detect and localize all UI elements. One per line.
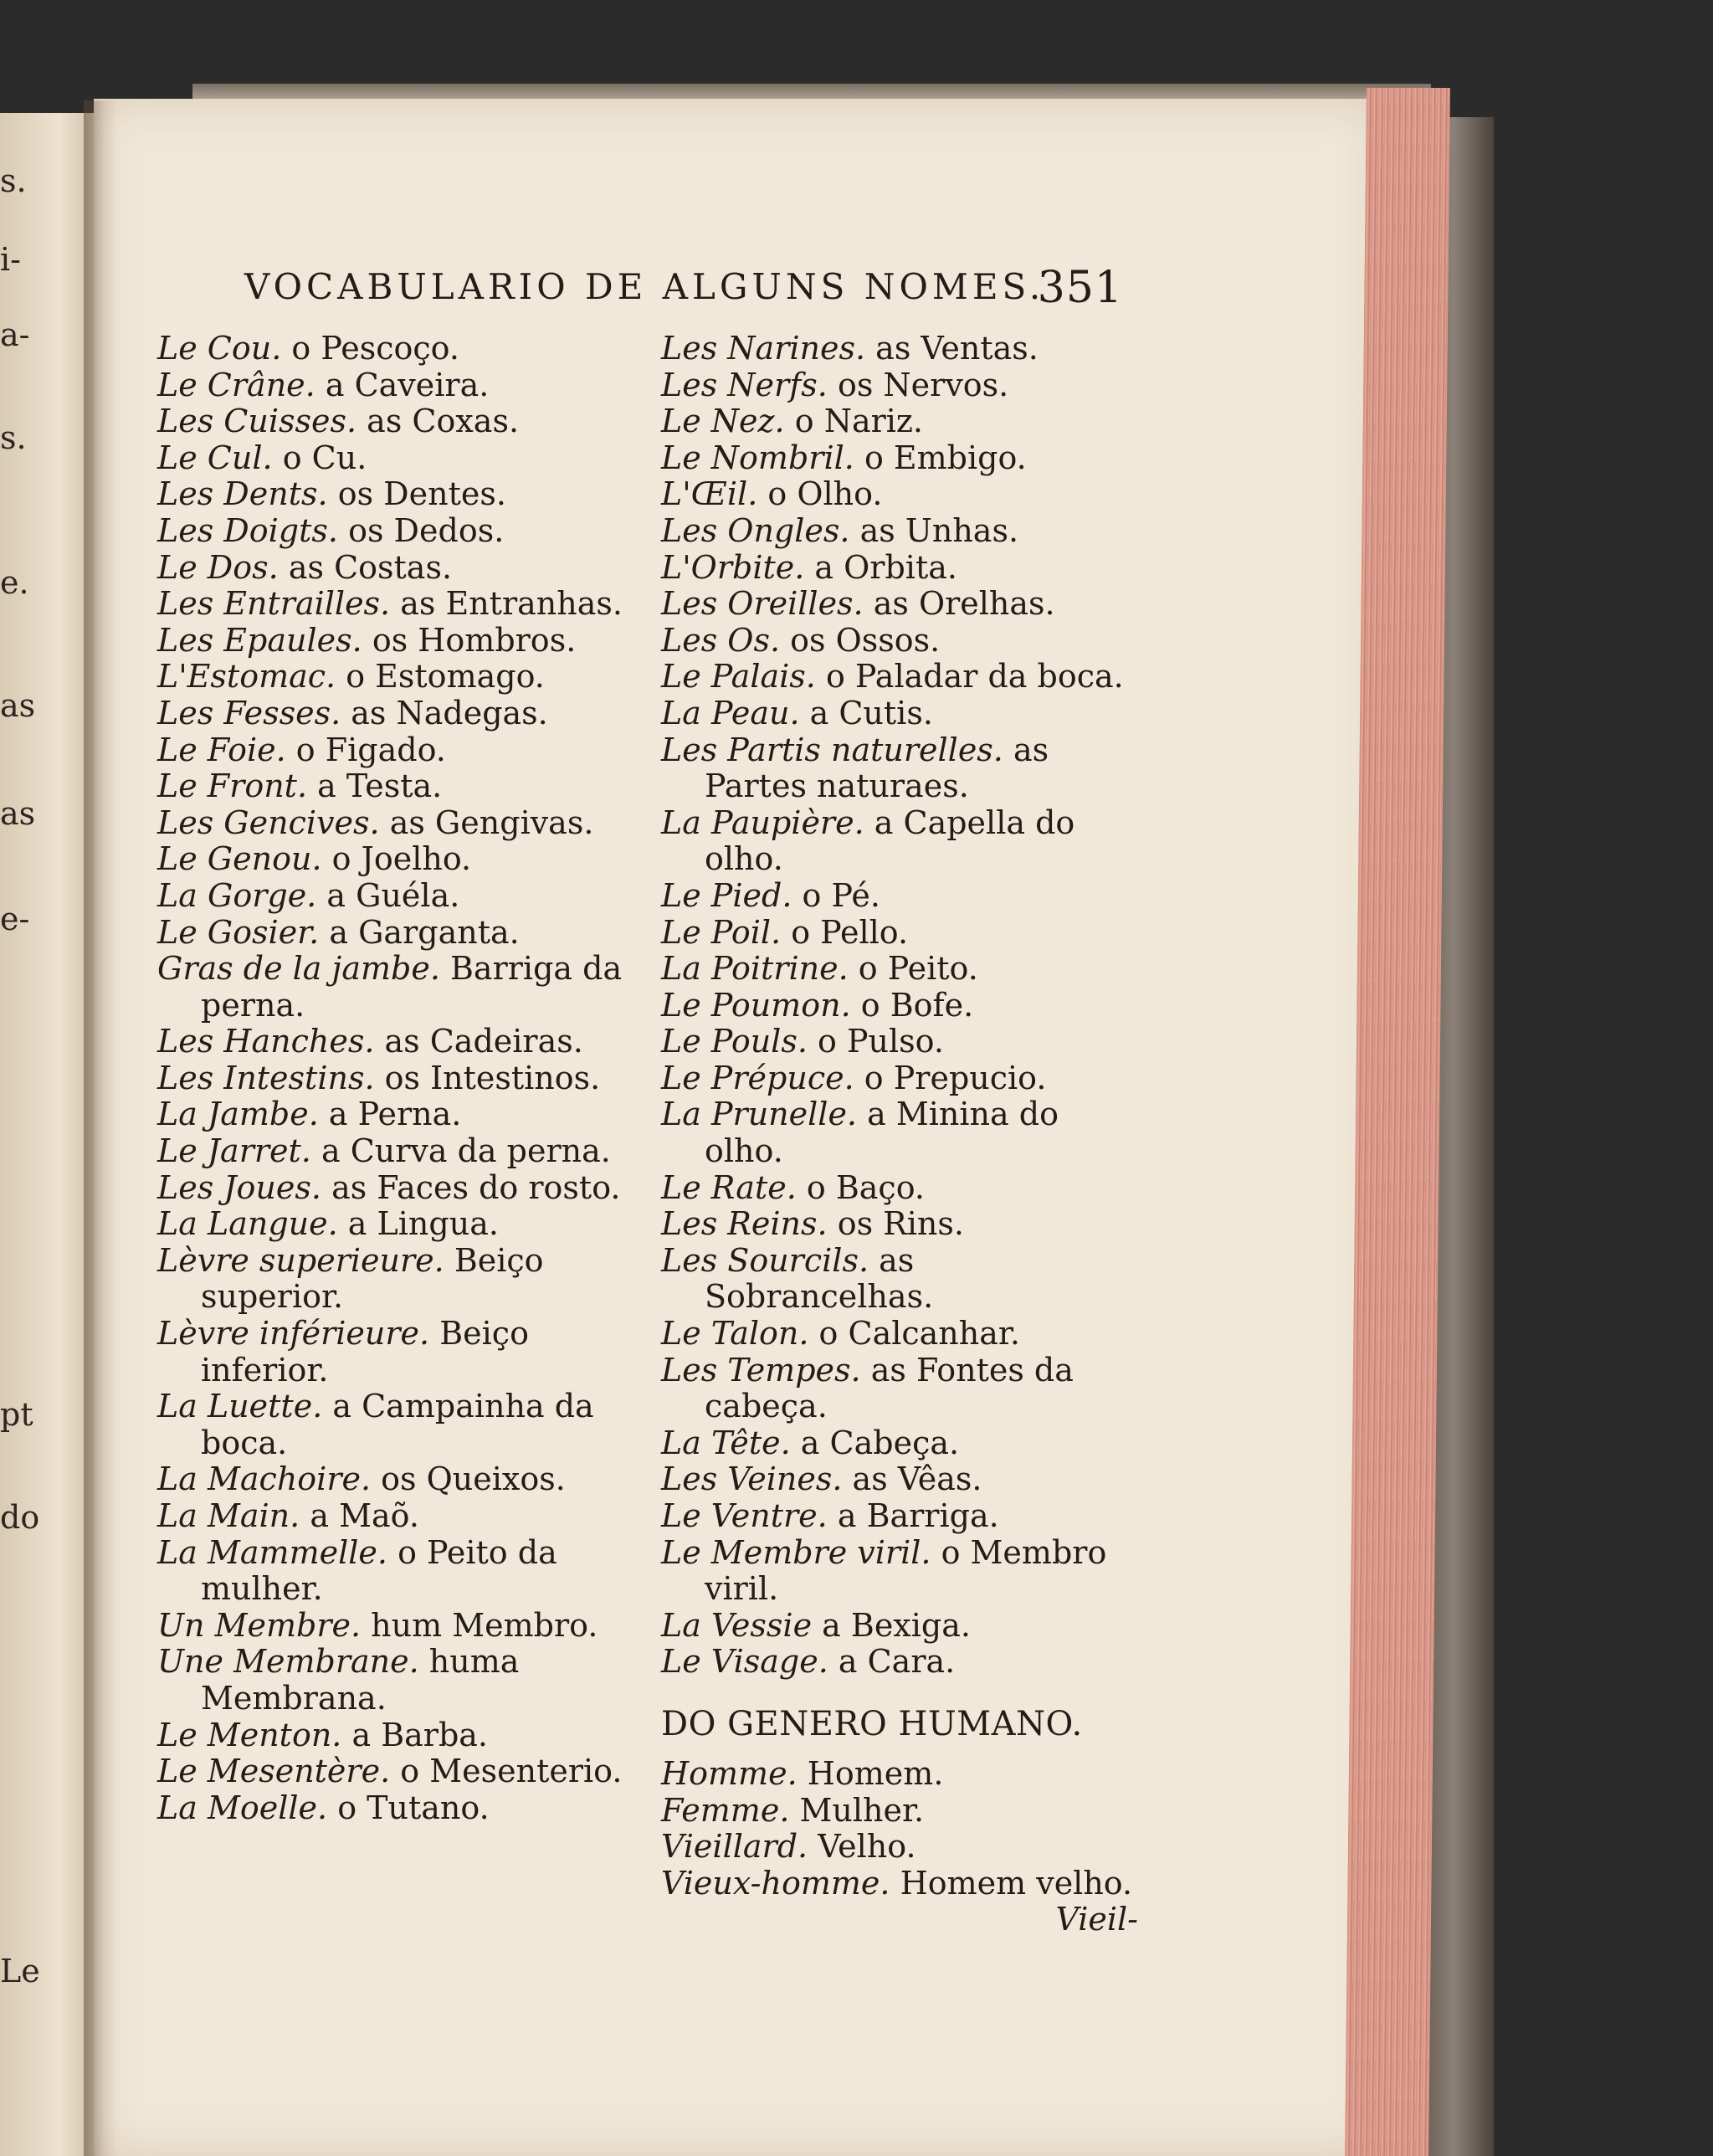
vocabulary-entry (661, 476, 1138, 513)
french-term: La Paupière. (661, 803, 864, 841)
french-term: Les Sourcils. (661, 1241, 869, 1279)
french-term: Les Joues. (157, 1168, 321, 1206)
french-term: Le Gosier. (157, 913, 320, 951)
portuguese-translation: os Queixos. (381, 1460, 566, 1498)
french-term: Le Crâne. (157, 366, 315, 403)
french-term: Le Pied. (661, 876, 792, 914)
portuguese-translation: a Barba. (351, 1716, 489, 1753)
vocabulary-entry (157, 1096, 634, 1133)
french-term: Le Cou. (157, 330, 282, 367)
vocabulary-entry (661, 1608, 1138, 1645)
previous-page-fragment: i- (0, 240, 21, 278)
vocabulary-entry (661, 331, 1138, 367)
vocabulary-entry (157, 768, 634, 805)
french-term: Les Gencives. (157, 803, 380, 841)
portuguese-translation: Homem velho. (900, 1864, 1133, 1902)
vocabulary-entry (661, 1535, 1138, 1608)
french-term: Le Poil. (661, 913, 782, 951)
french-term: Le Visage. (661, 1643, 828, 1681)
portuguese-translation: os Ossos. (790, 621, 941, 659)
portuguese-translation: Beiço inferior. (201, 1315, 529, 1389)
french-term: Lèvre superieure. (157, 1241, 444, 1279)
portuguese-translation: a Capella do olho. (705, 803, 1075, 878)
portuguese-translation: o Joelho. (331, 840, 472, 878)
portuguese-translation: o Pulso. (818, 1023, 944, 1060)
vocabulary-entry (157, 1133, 634, 1170)
french-term: La Mammelle. (157, 1533, 387, 1571)
portuguese-translation: as Coxas. (367, 403, 520, 440)
portuguese-translation: as Partes naturaes. (705, 731, 1049, 805)
vocabulary-entry (661, 1793, 1138, 1830)
french-term: Le Front. (157, 767, 308, 805)
vocabulary-entry (661, 1756, 1138, 1793)
french-term: Les Intestins. (157, 1059, 375, 1096)
vocabulary-entry (157, 1498, 634, 1535)
portuguese-translation: a Guéla. (326, 876, 460, 914)
vocabulary-entry (157, 476, 634, 513)
vocabulary-entry (661, 696, 1138, 732)
previous-page-fragment: s. (0, 419, 27, 457)
vocabulary-entry (157, 1316, 634, 1389)
portuguese-translation: o Figado. (295, 731, 446, 768)
vocabulary-entry (157, 732, 634, 769)
portuguese-translation: a Minina do olho. (705, 1096, 1059, 1170)
french-term: Les Dents. (157, 475, 328, 513)
vocabulary-entry (661, 623, 1138, 660)
french-term: Le Pouls. (661, 1023, 808, 1060)
portuguese-translation: a Testa. (317, 767, 443, 805)
vocabulary-entry (661, 1866, 1138, 1902)
french-term: Le Rate. (661, 1168, 797, 1206)
french-term: Les Partis naturelles. (661, 731, 1003, 768)
vocabulary-entry (661, 659, 1138, 696)
previous-page-fragment: as (0, 794, 36, 832)
vocabulary-entry (661, 1096, 1138, 1169)
french-term: L'Orbite. (661, 548, 805, 586)
vocabulary-entry (157, 1243, 634, 1316)
french-term: Les Tempes. (661, 1351, 861, 1389)
french-term: Les Veines. (661, 1460, 843, 1498)
portuguese-translation: Beiço superior. (201, 1241, 544, 1316)
vocabulary-entry (157, 586, 634, 623)
french-term: Le Dos. (157, 548, 279, 586)
portuguese-translation: as Orelhas. (873, 585, 1055, 623)
portuguese-translation: o Membro viril. (705, 1533, 1107, 1608)
vocabulary-entry (661, 1243, 1138, 1316)
portuguese-translation: a Cabeça. (800, 1424, 960, 1461)
french-term: Les Reins. (661, 1205, 828, 1243)
french-term: Le Poumon. (661, 986, 851, 1024)
french-term: Les Fesses. (157, 694, 341, 732)
running-title: VOCABULARIO DE ALGUNS NOMES. (244, 266, 1045, 307)
vocabulary-entry (157, 1717, 634, 1754)
vocabulary-entry (157, 878, 634, 915)
portuguese-translation: a Perna. (328, 1096, 462, 1133)
french-term: La Peau. (661, 694, 800, 732)
french-term: Lèvre inférieure. (157, 1315, 430, 1353)
portuguese-translation: o Pello. (791, 913, 909, 951)
vocabulary-entry (661, 586, 1138, 623)
vocabulary-entry (157, 623, 634, 660)
portuguese-translation: o Pescoço. (291, 330, 459, 367)
vocabulary-entry (157, 1461, 634, 1498)
portuguese-translation: o Peito. (858, 950, 978, 988)
portuguese-translation: os Nervos. (837, 366, 1009, 403)
portuguese-translation: os Rins. (837, 1205, 964, 1243)
vocabulary-entry (157, 1060, 634, 1097)
vocabulary-entry (157, 696, 634, 732)
vocabulary-entry (661, 403, 1138, 440)
vocabulary-entry (157, 367, 634, 404)
french-term: Le Mesentère. (157, 1753, 391, 1790)
previous-page-fragment: a- (0, 316, 30, 353)
portuguese-translation: os Intestinos. (384, 1059, 601, 1096)
french-term: Une Membrane. (157, 1643, 419, 1681)
french-term: Homme. (661, 1754, 798, 1792)
previous-page-fragment: e. (0, 563, 29, 601)
vocabulary-entry (661, 1829, 1138, 1866)
french-term: La Machoire. (157, 1460, 372, 1498)
french-term: L'Œil. (661, 475, 758, 513)
portuguese-translation: o Prepucio. (864, 1059, 1047, 1096)
portuguese-translation: a Campainha da boca. (201, 1388, 594, 1461)
french-term: Les Entrailles. (157, 585, 391, 623)
french-term: Les Cuisses. (157, 403, 357, 440)
vocabulary-entry (661, 367, 1138, 404)
vocabulary-entry (157, 1170, 634, 1207)
french-term: Le Ventre. (661, 1497, 828, 1534)
portuguese-translation: os Hombros. (372, 621, 577, 659)
french-term: Les Oreilles. (661, 585, 864, 623)
french-term: Le Jarret. (157, 1132, 311, 1170)
portuguese-translation: o Bofe. (860, 986, 974, 1024)
vocabulary-entry (661, 1060, 1138, 1097)
portuguese-translation: as Entranhas. (400, 585, 623, 623)
portuguese-translation: as Costas. (288, 548, 453, 586)
portuguese-translation: hum Membro. (371, 1606, 598, 1644)
vocabulary-entry (661, 1170, 1138, 1207)
vocabulary-entry (661, 951, 1138, 988)
portuguese-translation: as Unhas. (859, 511, 1019, 549)
portuguese-translation: a Curva da perna. (321, 1132, 611, 1170)
previous-page-fragment: Le (0, 1952, 40, 1989)
vocabulary-entry (157, 1644, 634, 1717)
vocabulary-entry (157, 951, 634, 1024)
vocabulary-entry (661, 1461, 1138, 1498)
left-column-vocabulary (157, 331, 634, 1826)
french-term: La Poitrine. (661, 950, 849, 988)
vocabulary-entry (157, 1790, 634, 1827)
french-term: Le Cul. (157, 439, 273, 476)
french-term: Les Epaules. (157, 621, 362, 659)
french-term: Le Foie. (157, 731, 286, 768)
vocabulary-entry (661, 1425, 1138, 1462)
french-term: Un Membre. (157, 1606, 362, 1644)
french-term: Le Menton. (157, 1716, 342, 1753)
french-term: Le Nombril. (661, 439, 854, 476)
vocabulary-entry (157, 805, 634, 842)
portuguese-translation: o Calcanhar. (818, 1315, 1020, 1353)
portuguese-translation: a Bexiga. (822, 1606, 971, 1644)
portuguese-translation: Velho. (818, 1828, 916, 1866)
portuguese-translation: as Fontes da cabeça. (705, 1351, 1074, 1425)
french-term: Les Doigts. (157, 511, 338, 549)
french-term: L'Estomac. (157, 658, 336, 696)
portuguese-translation: a Orbita. (814, 548, 957, 586)
portuguese-translation: o Mesenterio. (400, 1753, 623, 1790)
page-number: 351 (1037, 263, 1123, 313)
vocabulary-entry (157, 1753, 634, 1790)
french-term: Le Nez. (661, 403, 785, 440)
vocabulary-entry (661, 988, 1138, 1024)
portuguese-translation: os Dentes. (337, 475, 506, 513)
portuguese-translation: o Peito da mulher. (201, 1533, 557, 1608)
french-term: Les Os. (661, 621, 781, 659)
vocabulary-entry (157, 659, 634, 696)
portuguese-translation: o Olho. (767, 475, 883, 513)
vocabulary-entry (661, 513, 1138, 550)
portuguese-translation: o Estomago. (346, 658, 545, 696)
vocabulary-entry (157, 331, 634, 367)
catchword: Vieil- (1055, 1901, 1138, 1938)
previous-page-fragment: pt (0, 1395, 33, 1433)
vocabulary-entry (661, 1498, 1138, 1535)
vocabulary-entry (661, 1206, 1138, 1243)
vocabulary-entry (157, 440, 634, 477)
french-term: La Jambe. (157, 1096, 319, 1133)
french-term: La Gorge. (157, 876, 317, 914)
french-term: La Luette. (157, 1388, 323, 1425)
portuguese-translation: os Dedos. (348, 511, 505, 549)
book-gutter-shadow (84, 100, 117, 2156)
portuguese-translation: o Embigo. (864, 439, 1027, 476)
section-entries (661, 1756, 1138, 1902)
french-term: Vieillard. (661, 1828, 808, 1866)
french-term: La Moelle. (157, 1789, 328, 1826)
portuguese-translation: as Gengivas. (389, 803, 594, 841)
vocabulary-entry (661, 805, 1138, 878)
portuguese-translation: as Faces do rosto. (331, 1168, 621, 1206)
running-header (244, 263, 1123, 320)
vocabulary-entry (661, 1644, 1138, 1681)
vocabulary-entry (661, 878, 1138, 915)
portuguese-translation: as Vêas. (852, 1460, 982, 1498)
french-term: Les Hanches. (157, 1023, 375, 1060)
french-term: La Tête. (661, 1424, 791, 1461)
vocabulary-entry (661, 550, 1138, 587)
portuguese-translation: as Sobrancelhas. (705, 1241, 934, 1316)
portuguese-translation: o Pé. (802, 876, 880, 914)
vocabulary-entry (157, 915, 634, 952)
french-term: Le Membre viril. (661, 1533, 931, 1571)
french-term: Gras de la jambe. (157, 950, 440, 988)
vocabulary-entry (157, 1206, 634, 1243)
french-term: La Langue. (157, 1205, 338, 1243)
right-column-entries (661, 331, 1138, 1681)
vocabulary-entry (157, 1389, 634, 1461)
french-term: Le Genou. (157, 840, 322, 878)
french-term: La Prunelle. (661, 1096, 858, 1133)
portuguese-translation: a Barriga. (837, 1497, 999, 1534)
portuguese-translation: a Cara. (838, 1643, 956, 1681)
vocabulary-entry (157, 550, 634, 587)
section-heading: DO GENERO HUMANO. (661, 1704, 1083, 1743)
french-term: Les Nerfs. (661, 366, 828, 403)
french-term: Le Talon. (661, 1315, 809, 1353)
portuguese-translation: as Cadeiras. (384, 1023, 583, 1060)
vocabulary-entry (661, 1024, 1138, 1060)
portuguese-translation: a Cutis. (809, 694, 933, 732)
portuguese-translation: a Garganta. (329, 913, 520, 951)
french-term: La Main. (157, 1497, 300, 1534)
portuguese-translation: o Tutano. (337, 1789, 490, 1826)
french-term: Les Ongles. (661, 511, 850, 549)
vocabulary-entry (157, 1608, 634, 1645)
portuguese-translation: Homem. (807, 1754, 944, 1792)
portuguese-translation: a Lingua. (347, 1205, 499, 1243)
previous-page-fragment: as (0, 687, 36, 725)
portuguese-translation: Barriga da perna. (201, 950, 623, 1024)
right-column-vocabulary (661, 331, 1138, 1938)
portuguese-translation: o Cu. (282, 439, 367, 476)
vocabulary-entry (157, 1024, 634, 1060)
portuguese-translation: o Paladar da boca. (825, 658, 1124, 696)
portuguese-translation: huma Membrana. (201, 1643, 520, 1717)
vocabulary-entry (157, 403, 634, 440)
french-term: Les Narines. (661, 330, 866, 367)
french-term: Le Prépuce. (661, 1059, 854, 1096)
vocabulary-entry (157, 1535, 634, 1608)
portuguese-translation: as Ventas. (875, 330, 1039, 367)
portuguese-translation: o Nariz. (794, 403, 924, 440)
previous-page-fragment: s. (0, 162, 27, 199)
portuguese-translation: Mulher. (799, 1791, 925, 1829)
vocabulary-entry (661, 1353, 1138, 1425)
vocabulary-entry (661, 732, 1138, 805)
previous-page-fragment: e- (0, 901, 30, 938)
portuguese-translation: a Caveira. (325, 366, 490, 403)
vocabulary-entry (661, 915, 1138, 952)
vocabulary-entry (661, 440, 1138, 477)
french-term: Femme. (661, 1791, 790, 1829)
previous-page-fragment: do (0, 1498, 40, 1536)
portuguese-translation: o Baço. (806, 1168, 925, 1206)
french-term: La Vessie (661, 1606, 813, 1644)
vocabulary-entry (157, 513, 634, 550)
portuguese-translation: a Maõ. (310, 1497, 419, 1534)
vocabulary-entry (661, 1316, 1138, 1353)
vocabulary-entry (157, 841, 634, 878)
french-term: Vieux-homme. (661, 1864, 890, 1902)
portuguese-translation: as Nadegas. (351, 694, 548, 732)
french-term: Le Palais. (661, 658, 816, 696)
